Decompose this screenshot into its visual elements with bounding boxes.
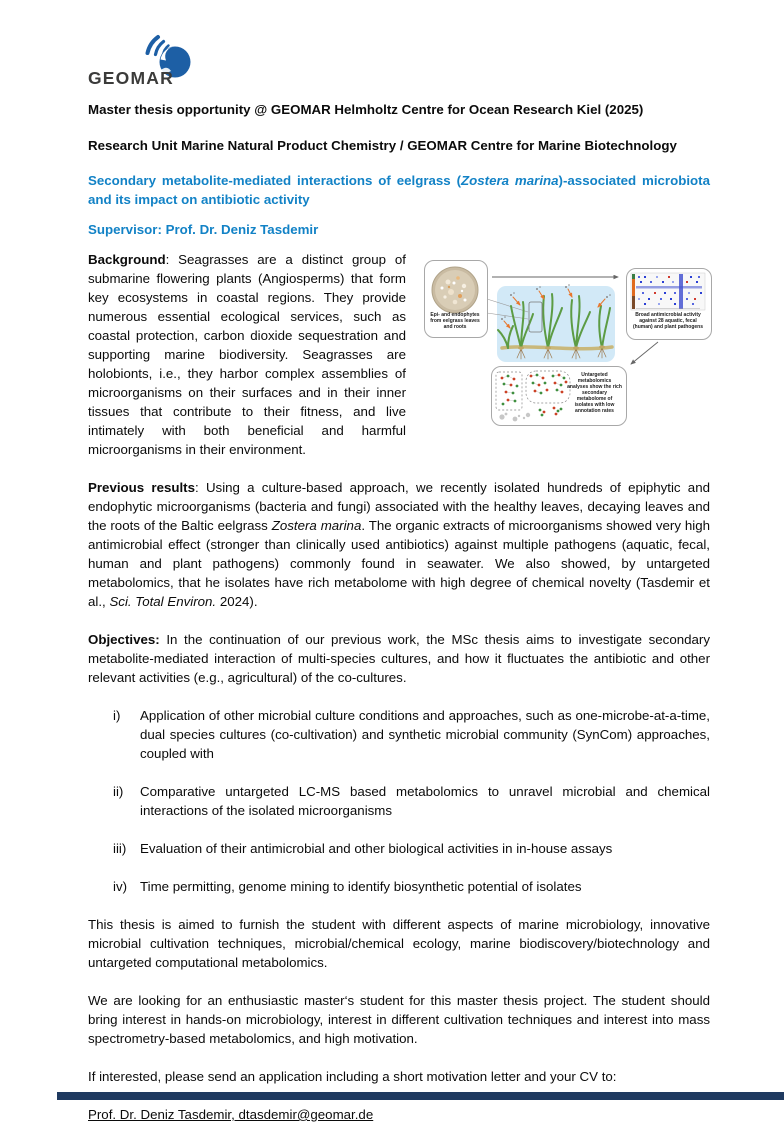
page-title: Master thesis opportunity @ GEOMAR Helmholtz Centre for Ocean Research Kiel (2025) — [88, 102, 644, 117]
topic-pre: Secondary metabolite-mediated interactions of eelgrass ( — [88, 173, 462, 188]
background-label: Background — [88, 252, 166, 267]
topic-post: )-associated microbiota and its impact on antibiotic activity — [88, 173, 710, 207]
heatmap-label: Broad antimicrobial activity against 28 aquatic, fecal (human) and plant pathogens — [633, 312, 703, 330]
list-text: Evaluation of their antimicrobial and other biological activities in in-house assays — [140, 841, 613, 856]
candidate-paragraph: We are looking for an enthusiastic master‘s student for this master thesis project. The student should bring interest in hands-on microbiology, interest in different cultivation techniques and interest into mass spectrometry-based metabolomics, and high motivation. — [88, 993, 710, 1046]
list-marker: iv) — [113, 879, 128, 894]
previous-results-seg1: : Using a culture-based approach, we recently isolated hundreds of epiphytic and endophytic microorganisms (bacteria and fungi) associated with the healthy leaves, decaying leaves and the roots of the Baltic eelgrass — [88, 480, 710, 533]
objectives-label: Objectives: — [88, 632, 160, 647]
contact-email-link[interactable]: Prof. Dr. Deniz Tasdemir, dtasdemir@geomar.de — [88, 1107, 374, 1122]
objectives-body: In the continuation of our previous work, the MSc thesis aims to investigate secondary metabolite-mediated interaction of multi-species cultures, and how it fluctuates the antibiotic and other relevant activities (e.g., agricultural) of the co-cultures. — [88, 632, 710, 685]
eelgrass-illustration — [498, 284, 612, 359]
objective-item-3 — [88, 839, 710, 858]
background-paragraph — [88, 250, 710, 459]
page-bottom-bar — [57, 1092, 784, 1100]
objective-item-4 — [88, 877, 710, 896]
species-italic: Zostera marina — [271, 518, 362, 533]
thesis-scope-paragraph: This thesis is aimed to furnish the student with different aspects of marine microbiology, innovative microbial cultivation techniques, microbial/chemical ecology, marine biodiscovery/biotechnology and untargeted computational metabolomics. — [88, 917, 710, 970]
objective-item-2 — [88, 782, 710, 820]
list-text: Application of other microbial culture conditions and approaches, such as one-microbe-at-a-time, dual species cultures (co-cultivation) and synthetic microbial community (SynCom) approaches, coupled with — [140, 708, 710, 761]
geomar-wordmark: GEOMAR — [88, 68, 174, 88]
list-text: Time permitting, genome mining to identify biosynthetic potential of isolates — [140, 879, 582, 894]
application-paragraph: If interested, please send an application including a short motivation letter and your CV to: — [88, 1069, 617, 1084]
research-unit-heading: Research Unit Marine Natural Product Chemistry / GEOMAR Centre for Marine Biotechnology — [88, 138, 677, 153]
previous-results-seg2: . The organic extracts of microorganisms showed very high antimicrobial effect (stronger than clinically used antibiotics) against multiple pathogens (aquatic, fecal, human and plant pathogens) commonly found in seawater. We also showed, by untargeted metabolomics, that he isolates have rich metabolome with high degree of chemical novelty (Tasdemir et al., — [88, 518, 711, 609]
geomar-logo — [88, 34, 710, 88]
thesis-topic-heading — [88, 171, 710, 209]
petri-label: Epi- and endophytes from eelgrass leaves and roots — [430, 312, 480, 330]
previous-results-label: Previous results — [88, 480, 196, 495]
previous-results-seg3: 2024). — [216, 594, 258, 609]
geomar-logo-icon — [88, 34, 218, 88]
objective-item-1 — [88, 706, 710, 763]
objectives-paragraph — [88, 630, 710, 687]
list-marker: i) — [113, 708, 121, 723]
metabolomics-label: Untargeted metabolomics analyses show the rich secondary metabolome of isolates with low annotation rates — [567, 372, 622, 414]
background-body: : Seagrasses are a distinct group of submarine flowering plants (Angiosperms) that form key ecosystems in coastal regions. They provide numerous essential ecological services, such as coastal protection, carbon dioxide sequestration and supporting marine biodiversity. Seagrasses are holobionts, i.e., they harbor complex assemblies of microorganisms on their surfaces and in their inner tissues that contribute to their fitness, and live intimately with both beneficial and harmful microorganisms in their environment. — [88, 252, 406, 457]
previous-results-paragraph — [88, 478, 710, 611]
journal-italic: Sci. Total Environ. — [109, 594, 217, 609]
list-text: Comparative untargeted LC-MS based metabolomics to unravel microbial and chemical interactions of the isolated microorganisms — [140, 784, 710, 818]
supervisor-line: Supervisor: Prof. Dr. Deniz Tasdemir — [88, 222, 319, 237]
workflow-figure — [418, 252, 710, 436]
topic-species: Zostera marina — [461, 173, 559, 188]
list-marker: iii) — [113, 841, 127, 856]
list-marker: ii) — [113, 784, 124, 799]
